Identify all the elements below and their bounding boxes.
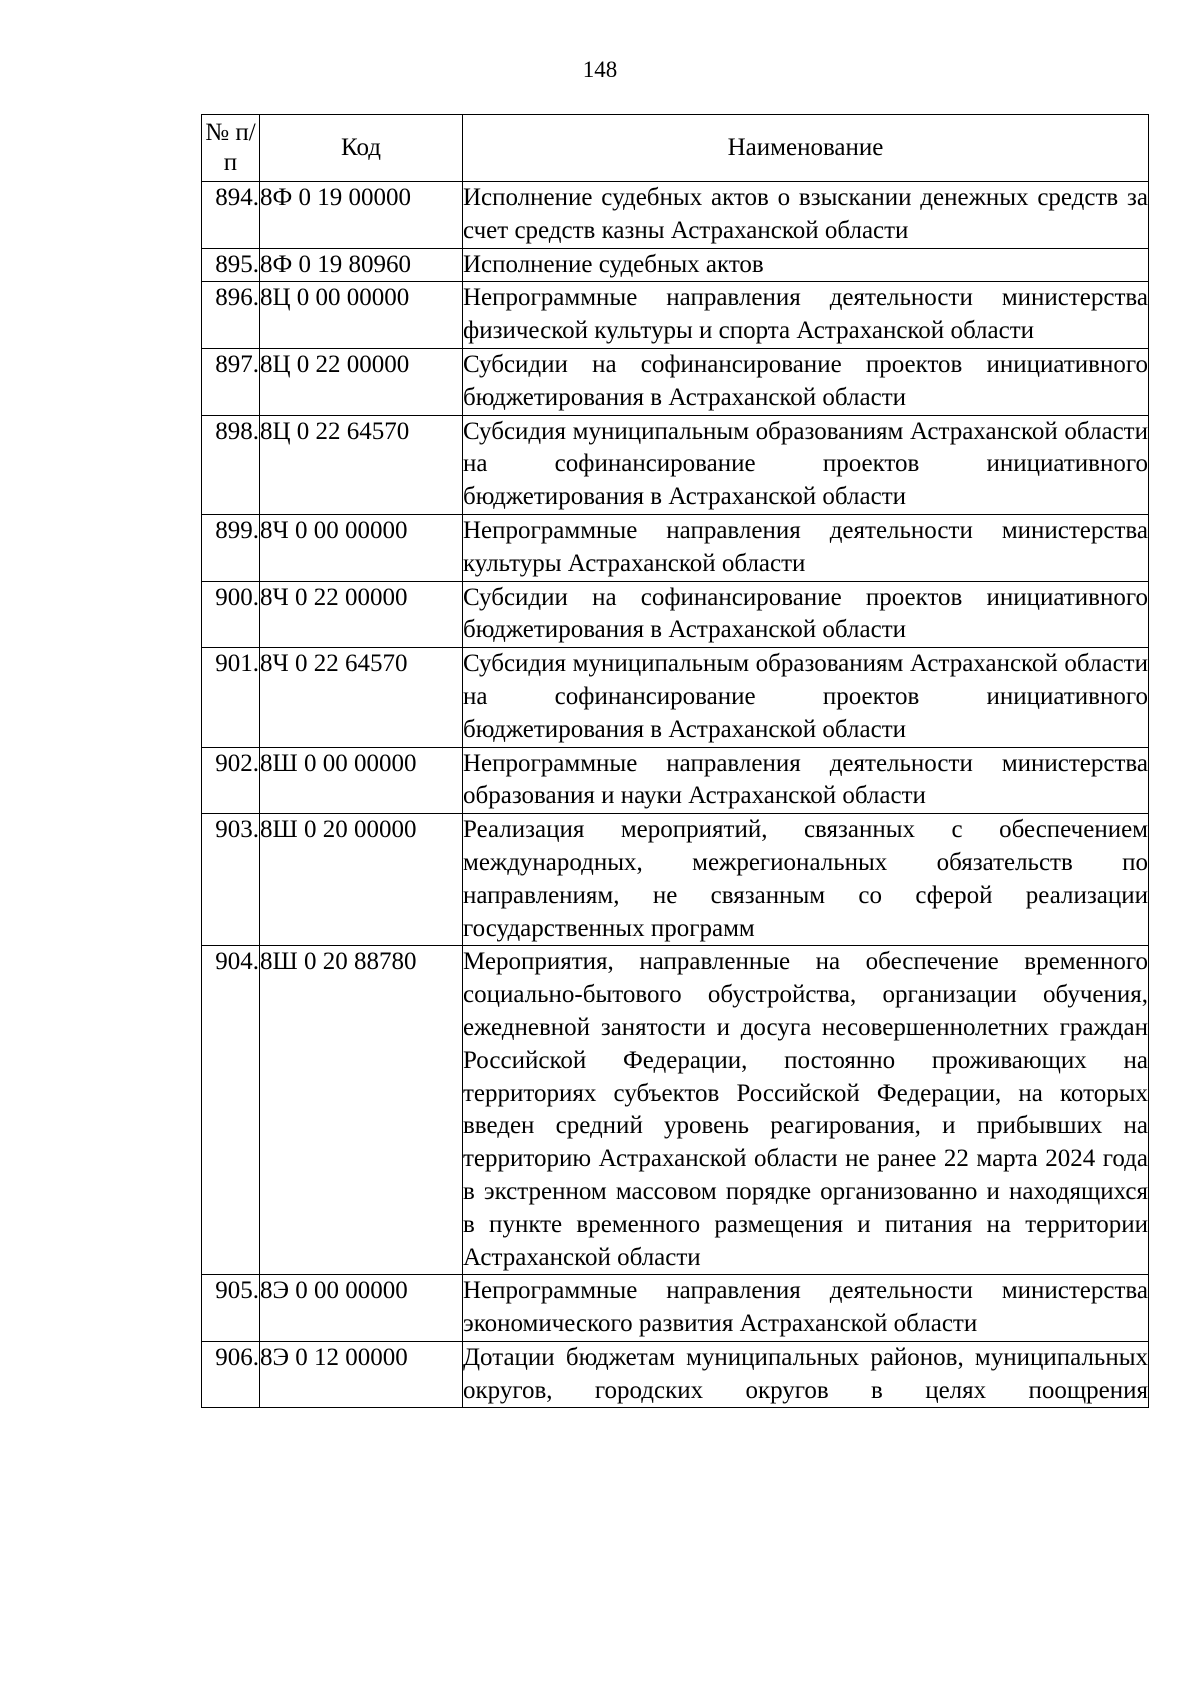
row-code: 8Ш 0 20 88780	[260, 946, 463, 1275]
row-name: Непрограммные направления деятельности министерства физической культуры и спорта Астраханской области	[463, 282, 1149, 349]
table-row	[202, 248, 1149, 282]
row-name: Непрограммные направления деятельности министерства образования и науки Астраханской области	[463, 747, 1149, 814]
row-name: Дотации бюджетам муниципальных районов, муниципальных округов, городских округов в целях поощрения	[463, 1341, 1149, 1408]
table-row	[202, 747, 1149, 814]
row-code: 8Ц 0 00 00000	[260, 282, 463, 349]
table-row	[202, 415, 1149, 514]
row-name: Субсидия муниципальным образованиям Астраханской области на софинансирование проектов инициативного бюджетирования в Астраханской области	[463, 648, 1149, 747]
budget-code-table	[201, 114, 1149, 1408]
row-num: 895.	[202, 248, 260, 282]
table-row	[202, 648, 1149, 747]
row-num: 905.	[202, 1275, 260, 1342]
table-row	[202, 514, 1149, 581]
table-row	[202, 282, 1149, 349]
row-code: 8Ч 0 00 00000	[260, 514, 463, 581]
header-name: Наименование	[463, 115, 1149, 182]
row-code: 8Ф 0 19 80960	[260, 248, 463, 282]
row-code: 8Ч 0 22 00000	[260, 581, 463, 648]
header-code: Код	[260, 115, 463, 182]
page-number: 148	[582, 57, 618, 82]
table-row	[202, 1341, 1149, 1408]
row-code: 8Э 0 12 00000	[260, 1341, 463, 1408]
row-code: 8Ф 0 19 00000	[260, 182, 463, 249]
table-row	[202, 946, 1149, 1275]
row-num: 896.	[202, 282, 260, 349]
table-row	[202, 182, 1149, 249]
row-name: Субсидии на софинансирование проектов инициативного бюджетирования в Астраханской области	[463, 581, 1149, 648]
table-row	[202, 348, 1149, 415]
row-num: 906.	[202, 1341, 260, 1408]
table-header-row	[202, 115, 1149, 182]
row-name: Исполнение судебных актов	[463, 248, 1149, 282]
header-num: № п/п	[202, 115, 260, 182]
row-code: 8Ч 0 22 64570	[260, 648, 463, 747]
row-num: 894.	[202, 182, 260, 249]
row-name: Непрограммные направления деятельности министерства культуры Астраханской области	[463, 514, 1149, 581]
table-row	[202, 581, 1149, 648]
row-name: Мероприятия, направленные на обеспечение временного социально-бытового обустройства, организации обучения, ежедневной занятости и досуга несовершеннолетних граждан Российской Федерации, постоянно проживающих на территориях субъектов Российской Федерации, на которых введен средний уровень реагирования, и прибывших на территорию Астраханской области не ранее 22 марта 2024 года в экстренном массовом порядке организованно и находящихся в пункте временного размещения и питания на территории Астраханской области	[463, 946, 1149, 1275]
row-name: Непрограммные направления деятельности министерства экономического развития Астраханской области	[463, 1275, 1149, 1342]
table-row	[202, 814, 1149, 946]
row-code: 8Ц 0 22 00000	[260, 348, 463, 415]
row-code: 8Ш 0 20 00000	[260, 814, 463, 946]
row-num: 903.	[202, 814, 260, 946]
row-code: 8Ш 0 00 00000	[260, 747, 463, 814]
row-num: 904.	[202, 946, 260, 1275]
row-num: 899.	[202, 514, 260, 581]
row-name: Реализация мероприятий, связанных с обеспечением международных, межрегиональных обязательств по направлениям, не связанным со сферой реализации государственных программ	[463, 814, 1149, 946]
row-code: 8Э 0 00 00000	[260, 1275, 463, 1342]
row-name: Субсидии на софинансирование проектов инициативного бюджетирования в Астраханской области	[463, 348, 1149, 415]
row-num: 897.	[202, 348, 260, 415]
row-code: 8Ц 0 22 64570	[260, 415, 463, 514]
row-name: Исполнение судебных актов о взыскании денежных средств за счет средств казны Астраханской области	[463, 182, 1149, 249]
row-num: 902.	[202, 747, 260, 814]
table-row	[202, 1275, 1149, 1342]
row-num: 901.	[202, 648, 260, 747]
row-name: Субсидия муниципальным образованиям Астраханской области на софинансирование проектов инициативного бюджетирования в Астраханской области	[463, 415, 1149, 514]
row-num: 898.	[202, 415, 260, 514]
row-num: 900.	[202, 581, 260, 648]
